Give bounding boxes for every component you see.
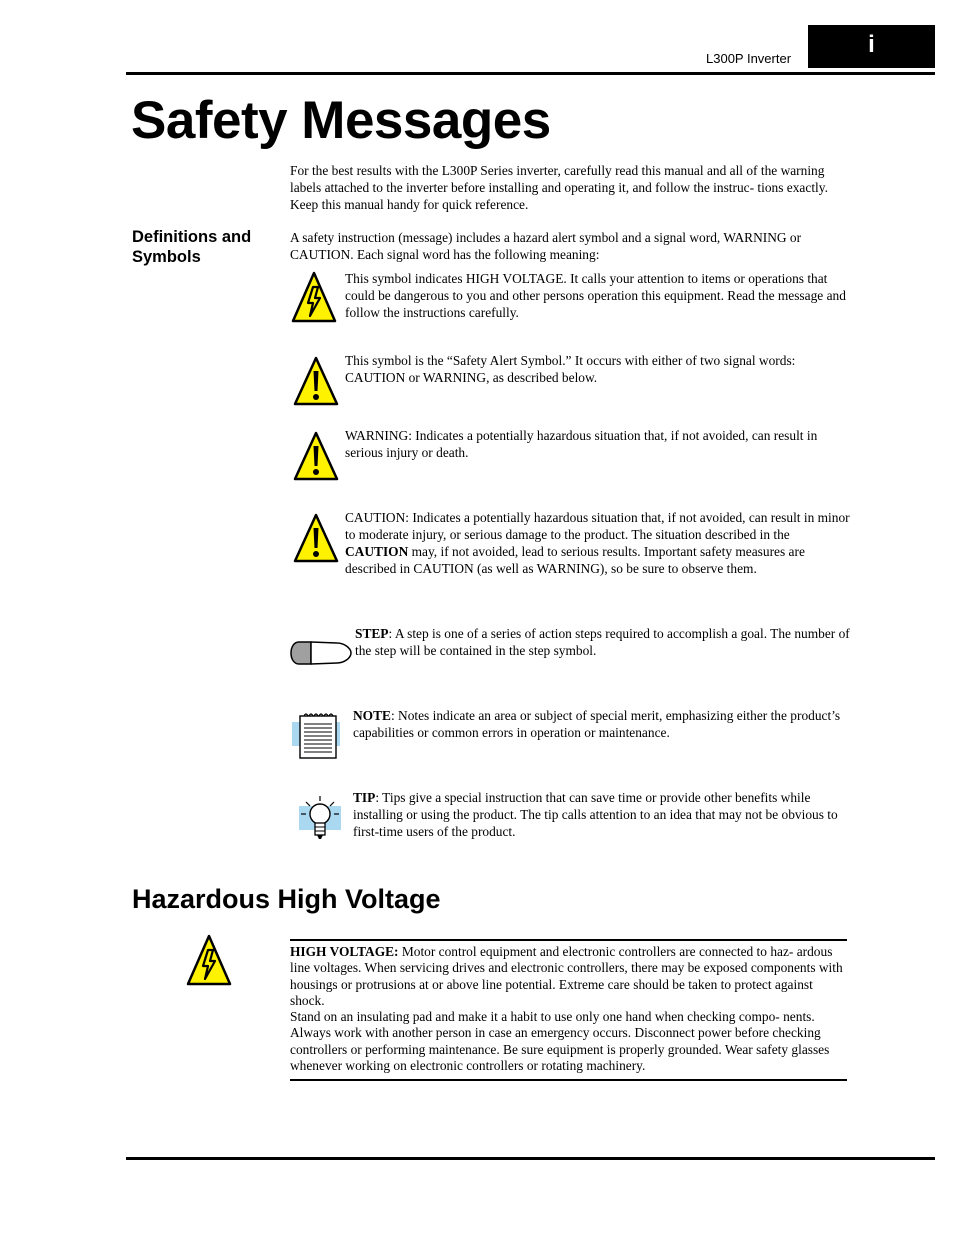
entry-warning-text: WARNING: Indicates a potentially hazardous situation that, if not avoided, can result in serious injury or death.	[345, 428, 818, 460]
entry-tip-text	[353, 789, 850, 840]
caution-bold-word: CAUTION	[345, 544, 409, 559]
intro-paragraph: For the best results with the L300P Series inverter, carefully read this manual and all of the warning labels attached to the inverter before installing and operating it, and follow the instruc- tions exactly. Keep this manual handy for quick reference.	[290, 163, 828, 212]
high-voltage-warning-box	[290, 939, 847, 1081]
bottom-rule	[126, 1157, 935, 1160]
high-voltage-text-1: Motor control equipment and electronic controllers are connected to haz- ardous line voltages. When servicing drives and electronic controllers, there may be exposed components with housings or protrusions at or above line potential. Extreme care should be taken to protect against shock.	[290, 944, 843, 1008]
definitions-intro: A safety instruction (message) includes a hazard alert symbol and a signal word, WARNING or CAUTION. Each signal word has the following meaning:	[290, 230, 802, 262]
step-description: : A step is one of a series of action steps required to accomplish a goal. The number of the step will be contained in the step symbol.	[355, 626, 850, 658]
header-title: L300P Inverter	[706, 51, 792, 66]
high-voltage-icon	[186, 934, 232, 991]
high-voltage-paragraph-1	[290, 944, 847, 1009]
top-rule	[126, 72, 935, 75]
entry-caution-text	[345, 509, 850, 577]
entry-safety-alert-text: This symbol is the “Safety Alert Symbol.” It occurs with either of two signal words: CAUTION or WARNING, as described below.	[345, 353, 796, 385]
warning-icon	[293, 431, 339, 486]
page-title: Safety Messages	[131, 91, 551, 150]
section-heading-hazardous: Hazardous High Voltage	[132, 884, 441, 914]
entry-note-text	[353, 707, 850, 741]
section-heading-definitions: Definitions and Symbols	[132, 228, 252, 266]
note-pad-icon	[292, 712, 340, 765]
entry-high-voltage-text: This symbol indicates HIGH VOLTAGE. It calls your attention to items or operations that could be dangerous to you and other persons operation this equipment. Read the message and follow the instructions carefully.	[345, 271, 846, 320]
high-voltage-paragraph-2: Stand on an insulating pad and make it a habit to use only one hand when checking compo- nents. Always work with another person in case an emergency occurs. Disconnect power before checking controllers or performing maintenance. Be sure equipment is properly grounded. Wear safety glasses whenever working on electronic controllers or rotating machinery.	[290, 1009, 830, 1074]
entry-step-text	[355, 625, 850, 659]
caution-text-before: CAUTION: Indicates a potentially hazardous situation that, if not avoided, can result in minor to moderate injury, or serious damage to the product. The situation described in the	[345, 510, 850, 542]
tip-label: TIP	[353, 790, 376, 805]
high-voltage-icon	[291, 271, 337, 328]
caution-icon	[293, 513, 339, 568]
safety-alert-icon	[293, 356, 339, 411]
caution-text-after: may, if not avoided, lead to serious results. Important safety measures are described in CAUTION (as well as WARNING), so be sure to observe them.	[345, 544, 805, 576]
tip-description: : Tips give a special instruction that can save time or provide other benefits while installing or using the product. The tip calls attention to an idea that may not be obvious to first-time users of the product.	[353, 790, 838, 839]
note-description: : Notes indicate an area or subject of special merit, emphasizing either the product’s capabilities or common errors in operation or maintenance.	[353, 708, 841, 740]
note-label: NOTE	[353, 708, 391, 723]
step-label: STEP	[355, 626, 389, 641]
step-footprint-icon	[289, 640, 353, 671]
high-voltage-label: HIGH VOLTAGE:	[290, 944, 399, 959]
page-number-tab: i	[808, 25, 935, 68]
tip-lightbulb-icon	[297, 794, 343, 849]
